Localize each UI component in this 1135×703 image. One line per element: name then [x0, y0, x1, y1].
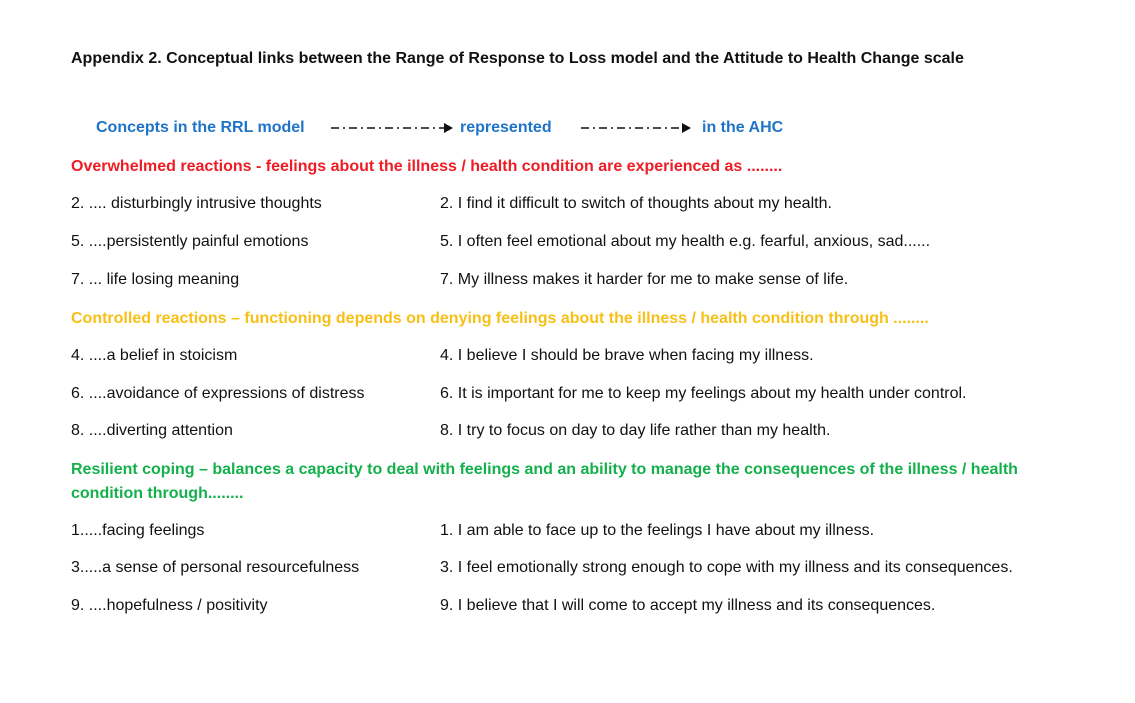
rrl-concept: 6. ....avoidance of expressions of distress — [71, 385, 365, 402]
ahc-item: 5. I often feel emotional about my health e.g. fearful, anxious, sad...... — [440, 233, 931, 250]
rrl-concept: 8. ....diverting attention — [71, 422, 233, 439]
rrl-concept: 1.....facing feelings — [71, 522, 205, 539]
table-row — [71, 195, 1091, 217]
table-row — [71, 522, 1091, 544]
rrl-concept: 7. ... life losing meaning — [71, 271, 240, 288]
header-concepts: Concepts in the RRL model — [96, 119, 305, 136]
page-title: Appendix 2. Conceptual links between the Range of Response to Loss model and the Attitude to Health Change scale — [71, 50, 964, 67]
ahc-item: 3. I feel emotionally strong enough to cope with my illness and its consequences. — [440, 559, 1013, 576]
dash-dot-arrow-2-icon — [580, 121, 692, 135]
rrl-concept: 2. .... disturbingly intrusive thoughts — [71, 195, 322, 212]
rrl-concept: 9. ....hopefulness / positivity — [71, 597, 268, 614]
table-row — [71, 271, 1091, 293]
rrl-concept: 3.....a sense of personal resourcefulness — [71, 559, 360, 576]
dash-dot-arrow-1-icon — [330, 121, 454, 135]
ahc-item: 4. I believe I should be brave when facing my illness. — [440, 347, 814, 364]
rrl-concept: 4. ....a belief in stoicism — [71, 347, 238, 364]
table-row — [71, 233, 1091, 255]
table-row — [71, 422, 1091, 444]
table-row — [71, 559, 1091, 581]
section-heading-overwhelmed: Overwhelmed reactions - feelings about the illness / health condition are experienced as ........ — [71, 158, 783, 175]
rrl-concept: 5. ....persistently painful emotions — [71, 233, 309, 250]
table-row — [71, 385, 1091, 407]
ahc-item: 8. I try to focus on day to day life rather than my health. — [440, 422, 831, 439]
section-heading-resilient: Resilient coping – balances a capacity to deal with feelings and an ability to manage the consequences of the illness / health condition through........ — [71, 461, 1018, 502]
header-in-ahc: in the AHC — [702, 119, 784, 136]
table-row — [71, 347, 1091, 369]
header-represented: represented — [460, 119, 552, 136]
section-heading-controlled: Controlled reactions – functioning depends on denying feelings about the illness / health condition through ........ — [71, 310, 929, 327]
ahc-item: 6. It is important for me to keep my feelings about my health under control. — [440, 385, 967, 402]
table-row — [71, 597, 1091, 619]
ahc-item: 7. My illness makes it harder for me to make sense of life. — [440, 271, 849, 288]
ahc-item: 9. I believe that I will come to accept my illness and its consequences. — [440, 597, 936, 614]
ahc-item: 2. I find it difficult to switch of thoughts about my health. — [440, 195, 832, 212]
ahc-item: 1. I am able to face up to the feelings I have about my illness. — [440, 522, 875, 539]
